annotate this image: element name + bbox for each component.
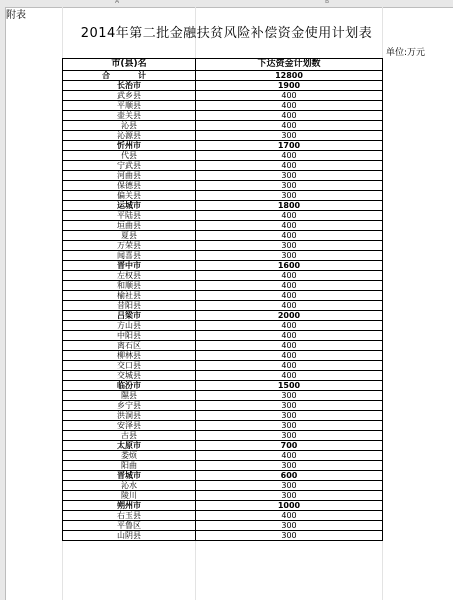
table-row [63,101,383,111]
cell-region-name[interactable]: 沁源县 [63,131,196,141]
cell-amount[interactable]: 300 [196,391,383,401]
table-row [63,401,383,411]
cell-amount[interactable]: 400 [196,121,383,131]
column-letter-b[interactable]: B [325,0,330,5]
cell-amount[interactable]: 400 [196,301,383,311]
cell-region-name[interactable]: 晋中市 [63,261,196,271]
cell-region-name[interactable]: 临汾市 [63,381,196,391]
table-row [63,231,383,241]
cell-amount[interactable]: 400 [196,271,383,281]
cell-region-name[interactable]: 垣曲县 [63,221,196,231]
table-row [63,261,383,271]
cell-region-name[interactable]: 朔州市 [63,501,196,511]
table-row [63,271,383,281]
cell-amount[interactable]: 400 [196,361,383,371]
table-row [63,131,383,141]
cell-region-name[interactable]: 武乡县 [63,91,196,101]
cell-amount[interactable]: 400 [196,511,383,521]
table-row [63,531,383,541]
cell-region-name[interactable]: 中阳县 [63,331,196,341]
column-letter-a[interactable]: A [115,0,120,5]
cell-region-name[interactable]: 古县 [63,431,196,441]
cell-amount[interactable]: 400 [196,451,383,461]
cell-amount[interactable]: 400 [196,151,383,161]
table-row [63,91,383,101]
table-row [63,281,383,291]
cell-region-name[interactable]: 沁县 [63,121,196,131]
cell-amount[interactable]: 300 [196,181,383,191]
table-row [63,211,383,221]
cell-region-name[interactable]: 和顺县 [63,281,196,291]
cell-amount[interactable]: 300 [196,131,383,141]
cell-amount[interactable]: 400 [196,111,383,121]
cell-amount[interactable]: 12800 [196,71,383,81]
cell-region-name[interactable]: 夏县 [63,231,196,241]
cell-amount[interactable]: 400 [196,341,383,351]
cell-amount[interactable]: 400 [196,231,383,241]
cell-region-name[interactable]: 交城县 [63,371,196,381]
table-row [63,151,383,161]
table-row [63,121,383,131]
cell-amount[interactable]: 1600 [196,261,383,271]
cell-amount[interactable]: 300 [196,531,383,541]
cell-amount[interactable]: 1800 [196,201,383,211]
cell-region-name[interactable]: 宁武县 [63,161,196,171]
table-row [63,171,383,181]
table-row [63,381,383,391]
cell-region-name[interactable]: 陵川 [63,491,196,501]
cell-region-name[interactable]: 壶关县 [63,111,196,121]
cell-amount[interactable]: 400 [196,221,383,231]
table-row [63,251,383,261]
table-row [63,201,383,211]
cell-region-name[interactable]: 离石区 [63,341,196,351]
cell-amount[interactable]: 300 [196,401,383,411]
table-row [63,311,383,321]
cell-region-name[interactable]: 保德县 [63,181,196,191]
table-row [63,431,383,441]
cell-amount[interactable]: 300 [196,491,383,501]
cell-amount[interactable]: 300 [196,421,383,431]
cell-amount[interactable]: 400 [196,211,383,221]
table-row [63,321,383,331]
table-row [63,411,383,421]
cell-amount[interactable]: 2000 [196,311,383,321]
table-row [63,521,383,531]
table-row [63,111,383,121]
table-row [63,371,383,381]
column-header-bar [0,0,453,8]
cell-amount[interactable]: 400 [196,321,383,331]
fund-plan-table [62,58,383,541]
table-row [63,451,383,461]
table-row [63,511,383,521]
cell-region-name[interactable]: 晋城市 [63,471,196,481]
cell-amount[interactable]: 300 [196,481,383,491]
cell-amount[interactable]: 300 [196,521,383,531]
cell-amount[interactable]: 300 [196,461,383,471]
cell-amount[interactable]: 300 [196,171,383,181]
cell-region-name[interactable]: 合 计 [63,71,196,81]
table-row [63,221,383,231]
cell-region-name[interactable]: 闻喜县 [63,251,196,261]
cell-amount[interactable]: 400 [196,101,383,111]
cell-amount[interactable]: 300 [196,191,383,201]
table-row [63,301,383,311]
cell-region-name[interactable]: 山阴县 [63,531,196,541]
cell-region-name[interactable]: 沁水 [63,481,196,491]
cell-region-name[interactable]: 阳曲 [63,461,196,471]
cell-region-name[interactable]: 交口县 [63,361,196,371]
table-row [63,331,383,341]
header-city-county[interactable]: 市(县)名 [63,59,196,71]
cell-amount[interactable]: 700 [196,441,383,451]
cell-region-name[interactable]: 长治市 [63,81,196,91]
table-row [63,351,383,361]
cell-amount[interactable]: 400 [196,161,383,171]
cell-amount[interactable]: 1500 [196,381,383,391]
cell-region-name[interactable]: 左权县 [63,271,196,281]
cell-amount[interactable]: 300 [196,411,383,421]
cell-amount[interactable]: 300 [196,431,383,441]
cell-region-name[interactable]: 偏关县 [63,191,196,201]
table-row [63,141,383,151]
cell-region-name[interactable]: 柳林县 [63,351,196,361]
table-row [63,181,383,191]
unit-label: 单位:万元 [385,48,425,58]
table-row [63,241,383,251]
cell-region-name[interactable]: 昔阳县 [63,301,196,311]
header-allocated-amount[interactable]: 下达资金计划数 [196,59,383,71]
cell-region-name[interactable]: 万荣县 [63,241,196,251]
table-row [63,81,383,91]
cell-region-name[interactable]: 代县 [63,151,196,161]
table-row [63,421,383,431]
cell-amount[interactable]: 400 [196,91,383,101]
table-row [63,71,383,81]
cell-amount[interactable]: 1700 [196,141,383,151]
cell-amount[interactable]: 1000 [196,501,383,511]
table-row [63,391,383,401]
cell-region-name[interactable]: 洪洞县 [63,411,196,421]
table-row [63,341,383,351]
cell-region-name[interactable]: 隰县 [63,391,196,401]
cell-region-name[interactable]: 河曲县 [63,171,196,181]
cell-region-name[interactable]: 平顺县 [63,101,196,111]
table-row [63,481,383,491]
table-row [63,361,383,371]
cell-amount[interactable]: 600 [196,471,383,481]
cell-amount[interactable]: 400 [196,331,383,341]
cell-region-name[interactable]: 乡宁县 [63,401,196,411]
cell-region-name[interactable]: 安泽县 [63,421,196,431]
table-row [63,501,383,511]
cell-region-name[interactable]: 平陆县 [63,211,196,221]
table-row [63,161,383,171]
cell-region-name[interactable]: 娄烦 [63,451,196,461]
table-row [63,291,383,301]
cell-amount[interactable]: 400 [196,351,383,361]
cell-region-name[interactable]: 方山县 [63,321,196,331]
cell-region-name[interactable]: 运城市 [63,201,196,211]
sheet-title: 2014年第二批金融扶贫风险补偿资金使用计划表 [80,26,373,41]
cell-amount[interactable]: 1900 [196,81,383,91]
table-row [63,491,383,501]
cell-region-name[interactable]: 平鲁区 [63,521,196,531]
table-row [63,191,383,201]
cell-amount[interactable]: 400 [196,281,383,291]
row-header-bar[interactable] [0,7,6,600]
cell-amount[interactable]: 400 [196,291,383,301]
cell-region-name[interactable]: 榆社县 [63,291,196,301]
table-row [63,441,383,451]
cell-region-name[interactable]: 太原市 [63,441,196,451]
cell-region-name[interactable]: 吕梁市 [63,311,196,321]
table-row [63,471,383,481]
cell-amount[interactable]: 400 [196,371,383,381]
attachment-label: 附表 [6,10,26,21]
table-row [63,461,383,471]
cell-region-name[interactable]: 忻州市 [63,141,196,151]
cell-region-name[interactable]: 右玉县 [63,511,196,521]
cell-amount[interactable]: 300 [196,251,383,261]
cell-amount[interactable]: 300 [196,241,383,251]
table-header-row [63,59,383,71]
